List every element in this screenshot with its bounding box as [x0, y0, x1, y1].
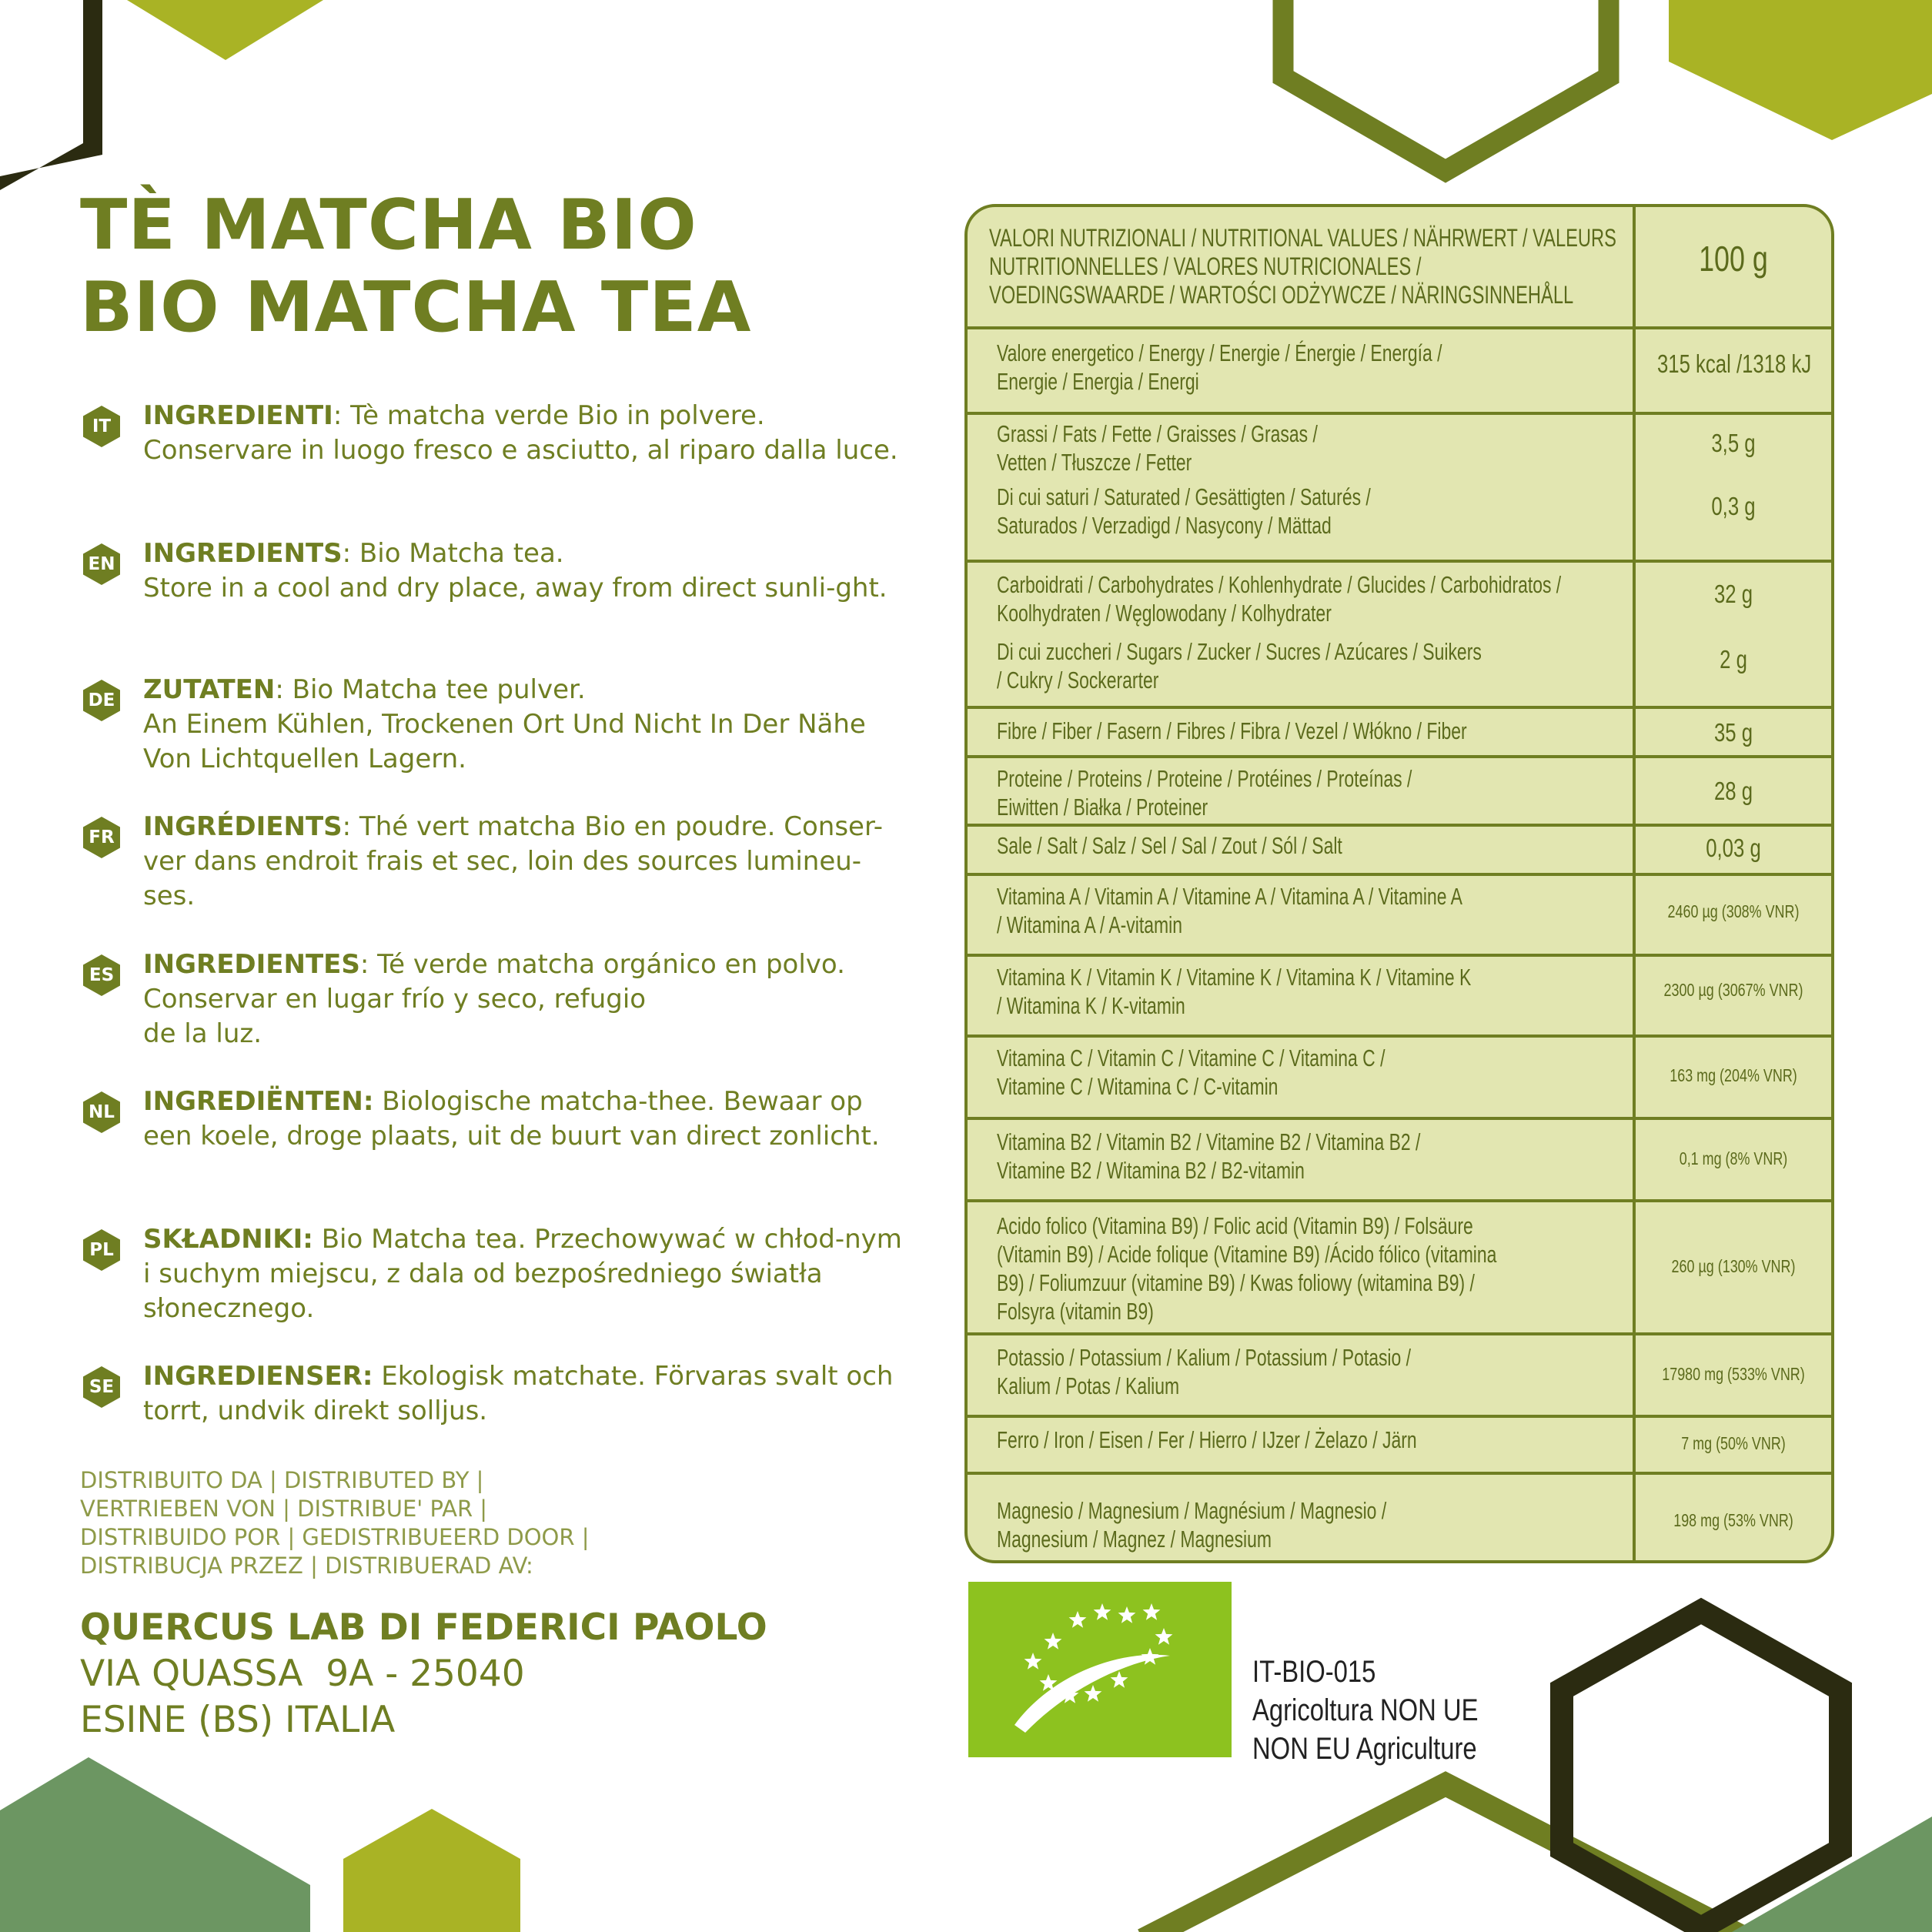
- organic-certification: [1252, 1653, 1478, 1768]
- top-center-hexagon-outline: [1283, 0, 1609, 171]
- company-address-line2: ESINE (BS) ITALIA: [80, 1699, 396, 1741]
- nutrient-label: Grassi / Fats / Fette / Graisses / Grasas / Vetten / Tłuszcze / Fetter: [997, 420, 1318, 476]
- nutrient-label: Vitamina C / Vitamin C / Vitamine C / Vitamina C / Vitamine C / Witamina C / C-vitamin: [997, 1045, 1385, 1100]
- ingredient-text: [143, 1085, 904, 1154]
- nutrient-label: Magnesio / Magnesium / Magnésium / Magnesio / Magnesium / Magnez / Magnesium: [997, 1497, 1387, 1553]
- ingredient-separator: :: [333, 400, 351, 431]
- nutrient-label-cell: [968, 876, 1636, 954]
- ingredient-separator: [373, 1361, 381, 1392]
- ingredient-block-fr: [80, 810, 904, 914]
- top-left-lime-shape: [127, 0, 323, 60]
- nutrient-value: 315 kcal /1318 kJ: [1656, 349, 1812, 378]
- company-name: QUERCUS LAB DI FEDERICI PAOLO: [80, 1606, 767, 1649]
- ingredient-description: Té verde matcha orgánico en polvo. Conservar en lugar frío y seco, refugio de la luz.: [143, 949, 845, 1049]
- top-right-lime-hexagon: [1669, 0, 1932, 140]
- ingredient-text: [143, 948, 904, 1051]
- nutrition-row: [968, 1335, 1831, 1418]
- language-code: EN: [88, 554, 115, 574]
- nutrient-label: Ferro / Iron / Eisen / Fer / Hierro / IJzer / Żelazo / Järn: [997, 1426, 1417, 1453]
- nutrition-header-row: [968, 207, 1831, 329]
- nutrition-table: [964, 204, 1834, 1563]
- nutrient-value: 260 µg (130% VNR): [1671, 1256, 1796, 1276]
- ingredient-label: ZUTATEN: [143, 674, 276, 705]
- ingredient-separator: [373, 1086, 382, 1117]
- language-code: SE: [89, 1377, 115, 1397]
- ingredient-block-pl: [80, 1222, 904, 1326]
- ingredient-separator: :: [359, 949, 378, 980]
- top-left-dark-hexagon-outline: [0, 0, 102, 190]
- nutrient-value-cell: [1636, 827, 1831, 873]
- nutrition-row: [968, 876, 1831, 957]
- nutrient-label: Acido folico (Vitamina B9) / Folic acid (Vitamin B9) / Folsäure (Vitamin B9) / Acide folique (Vitamine B9) /Ácido fólico (vitamina B9) / Foliumzuur (vitamine B9) / Kwas foliowy (witamina B9) / Folsyra (vitamin B9): [997, 1212, 1497, 1325]
- ingredient-separator: :: [342, 538, 359, 569]
- language-badge: [80, 954, 123, 997]
- nutrient-label-cell: [968, 329, 1636, 412]
- nutrition-row: [968, 1038, 1831, 1120]
- ingredient-description: Thé vert matcha Bio en poudre. Conser-ver dans endroit frais et sec, loin des sources lumineu-ses.: [143, 811, 884, 911]
- language-badge: [80, 1365, 123, 1409]
- nutrient-value-cell: [1636, 876, 1831, 954]
- nutrient-value: 0,1 mg (8% VNR): [1679, 1148, 1788, 1168]
- language-code: PL: [89, 1240, 114, 1260]
- nutrition-row: [968, 827, 1831, 876]
- ingredient-label: INGREDIENSER:: [143, 1361, 373, 1392]
- ingredient-label: INGRÉDIENTS: [143, 811, 343, 842]
- nutrient-value-cell: [1636, 957, 1831, 1035]
- nutrient-value-cell: [1636, 563, 1831, 706]
- nutrient-label: Potassio / Potassium / Kalium / Potassium / Potasio / Kalium / Potas / Kalium: [997, 1344, 1412, 1399]
- ingredient-block-se: [80, 1359, 904, 1429]
- ingredient-description: Ekologisk matchate. Förvaras svalt och torrt, undvik direkt solljus.: [143, 1361, 894, 1426]
- nutrient-value: 35 g: [1713, 718, 1753, 747]
- nutrient-label: Vitamina B2 / Vitamin B2 / Vitamine B2 / Vitamina B2 / Vitamine B2 / Witamina B2 / B2-vitamin: [997, 1128, 1421, 1184]
- ingredient-label: INGREDIENTS: [143, 538, 343, 569]
- distributor-company: [80, 1605, 767, 1743]
- bottom-left-green-hexagon: [0, 1757, 310, 1932]
- nutrient-value-cell: [1636, 1038, 1831, 1117]
- nutrient-label-cell: [968, 957, 1636, 1035]
- nutrient-label-cell: [968, 1418, 1636, 1472]
- nutrition-row: [968, 709, 1831, 758]
- ingredient-description: Tè matcha verde Bio in polvere. Conservare in luogo fresco e asciutto, al riparo dalla luce.: [143, 400, 898, 466]
- nutrition-row: [968, 1202, 1831, 1335]
- certification-code: IT-BIO-015: [1252, 1655, 1376, 1689]
- nutrition-row: [968, 563, 1831, 709]
- product-title-italian: TÈ MATCHA BIO: [80, 185, 697, 266]
- language-badge: [80, 679, 123, 722]
- ingredient-text: [143, 1359, 904, 1429]
- nutrient-value-cell: [1636, 415, 1831, 560]
- nutrient-value: 28 g: [1713, 777, 1753, 805]
- language-badge: [80, 543, 123, 586]
- language-code: ES: [89, 965, 115, 985]
- nutrition-row: [968, 1475, 1831, 1563]
- language-code: IT: [92, 416, 112, 436]
- distributor-heading: DISTRIBUITO DA | DISTRIBUTED BY | VERTRIEBEN VON | DISTRIBUE' PAR | DISTRIBUIDO POR | GEDISTRIBUEERD DOOR | DISTRIBUCJA PRZEZ | DISTRIBUERAD AV:: [80, 1467, 590, 1579]
- nutrient-label-cell: [968, 1475, 1636, 1563]
- ingredient-block-en: [80, 536, 904, 606]
- nutrient-value-cell: [1636, 1202, 1831, 1332]
- ingredient-description: Bio Matcha tee pulver. An Einem Kühlen, Trockenen Ort Und Nicht In Der Nähe Von Lichtquellen Lagern.: [143, 674, 866, 774]
- nutrient-value: 3,5 g: [1711, 429, 1756, 457]
- nutrient-label: Carboidrati / Carbohydrates / Kohlenhydrate / Glucides / Carbohidratos / Koolhydraten / Węglowodany / Kolhydrater: [997, 571, 1562, 627]
- nutrient-label: Valore energetico / Energy / Energie / Énergie / Energía / Energie / Energia / Energi: [997, 339, 1442, 395]
- certification-origin-english: NON EU Agriculture: [1252, 1732, 1477, 1766]
- nutrient-sub-label: Di cui saturi / Saturated / Gesättigten / Saturés / Saturados / Verzadigd / Nasycony / Mättad: [997, 483, 1371, 539]
- ingredient-text: [143, 673, 904, 777]
- nutrition-row: [968, 957, 1831, 1038]
- nutrient-label: Sale / Salt / Salz / Sel / Sal / Zout / Sól / Salt: [997, 832, 1342, 859]
- bottom-left-lime-hexagon: [343, 1809, 520, 1932]
- nutrient-label-cell: [968, 758, 1636, 824]
- nutrient-sub-label: Di cui zuccheri / Sugars / Zucker / Sucres / Azúcares / Suikers / Cukry / Sockerarter: [997, 638, 1482, 694]
- nutrition-header-value-cell: [1636, 207, 1831, 326]
- language-badge: [80, 816, 123, 859]
- ingredient-description: Bio Matcha tea. Przechowywać w chłod-nym i suchym miejscu, z dala od bezpośredniego światła słonecznego.: [143, 1224, 902, 1324]
- nutrient-sub-value: 2 g: [1720, 645, 1747, 674]
- nutrient-value-cell: [1636, 1418, 1831, 1472]
- ingredient-block-es: [80, 948, 904, 1051]
- ingredient-description: Biologische matcha-thee. Bewaar op een koele, droge plaats, uit de buurt van direct zonlicht.: [143, 1086, 880, 1152]
- nutrient-label-cell: [968, 1038, 1636, 1117]
- nutrient-label: Proteine / Proteins / Proteine / Protéines / Proteínas / Eiwitten / Białka / Proteiner: [997, 765, 1412, 821]
- nutrient-label-cell: [968, 1335, 1636, 1415]
- company-address-line1: VIA QUASSA 9A - 25040: [80, 1653, 525, 1695]
- language-code: NL: [89, 1102, 115, 1122]
- language-badge: [80, 1091, 123, 1134]
- language-badge: [80, 405, 123, 448]
- nutrient-value: 2300 µg (3067% VNR): [1663, 980, 1803, 1000]
- ingredient-text: [143, 810, 904, 914]
- nutrition-header-label-cell: [968, 207, 1636, 326]
- certification-origin-italian: Agricoltura NON UE: [1252, 1693, 1479, 1727]
- product-title-english: BIO MATCHA TEA: [80, 267, 752, 348]
- nutrient-label-cell: [968, 563, 1636, 706]
- nutrition-row: [968, 415, 1831, 563]
- nutrient-label-cell: [968, 1202, 1636, 1332]
- language-code: DE: [88, 690, 115, 710]
- nutrient-label-cell: [968, 415, 1636, 560]
- ingredient-block-it: [80, 399, 904, 468]
- ingredient-text: [143, 1222, 904, 1326]
- nutrient-value: 32 g: [1713, 580, 1753, 608]
- nutrient-value: 2460 µg (308% VNR): [1667, 901, 1800, 921]
- ingredient-text: [143, 399, 904, 468]
- language-badge: [80, 1228, 123, 1272]
- ingredient-label: INGREDIËNTEN:: [143, 1086, 374, 1117]
- nutrient-value-cell: [1636, 1335, 1831, 1415]
- ingredient-block-nl: [80, 1085, 904, 1154]
- language-code: FR: [89, 827, 115, 847]
- nutrient-value: 198 mg (53% VNR): [1673, 1510, 1793, 1530]
- nutrient-value-cell: [1636, 758, 1831, 824]
- nutrient-label: Vitamina A / Vitamin A / Vitamine A / Vitamina A / Vitamine A / Witamina A / A-vitamin: [997, 883, 1462, 938]
- nutrition-row: [968, 1120, 1831, 1202]
- nutrient-value-cell: [1636, 709, 1831, 755]
- bottom-right-dark-hexagon-outline: [1562, 1611, 1840, 1928]
- nutrient-label-cell: [968, 1120, 1636, 1199]
- ingredient-separator: :: [275, 674, 292, 705]
- nutrient-sub-value: 0,3 g: [1711, 492, 1756, 520]
- nutrition-header-label: VALORI NUTRIZIONALI / NUTRITIONAL VALUES / NÄHRWERT / VALEURS NUTRITIONNELLES / VALORES NUTRICIONALES / VOEDINGSWAARDE / WARTOŚCI ODŻYWCZE / NÄRINGSINNEHÅLL: [989, 224, 1616, 309]
- ingredient-label: INGREDIENTI: [143, 400, 333, 431]
- nutrient-value-cell: [1636, 1475, 1831, 1563]
- nutrient-value: 163 mg (204% VNR): [1670, 1065, 1797, 1085]
- ingredient-separator: :: [342, 811, 359, 842]
- nutrition-row: [968, 1418, 1831, 1475]
- nutrient-label: Vitamina K / Vitamin K / Vitamine K / Vitamina K / Vitamine K / Witamina K / K-vitamin: [997, 964, 1472, 1019]
- nutrient-value: 0,03 g: [1706, 834, 1761, 862]
- nutrition-row: [968, 329, 1831, 415]
- ingredient-label: INGREDIENTES: [143, 949, 360, 980]
- nutrient-value: 17980 mg (533% VNR): [1662, 1364, 1805, 1384]
- nutrition-header-value: 100 g: [1699, 239, 1768, 279]
- nutrient-label: Fibre / Fiber / Fasern / Fibres / Fibra / Vezel / Włókno / Fiber: [997, 717, 1467, 744]
- ingredient-text: [143, 536, 904, 606]
- nutrient-label-cell: [968, 709, 1636, 755]
- ingredient-separator: [313, 1224, 322, 1255]
- nutrient-label-cell: [968, 827, 1636, 873]
- ingredient-description: Bio Matcha tea. Store in a cool and dry place, away from direct sunli-ght.: [143, 538, 887, 603]
- nutrient-value-cell: [1636, 329, 1831, 412]
- nutrient-value: 7 mg (50% VNR): [1681, 1433, 1786, 1453]
- nutrition-row: [968, 758, 1831, 827]
- ingredient-label: SKŁADNIKI:: [143, 1224, 313, 1255]
- eu-organic-leaf-logo: [968, 1582, 1232, 1757]
- ingredient-block-de: [80, 673, 904, 777]
- nutrient-value-cell: [1636, 1120, 1831, 1199]
